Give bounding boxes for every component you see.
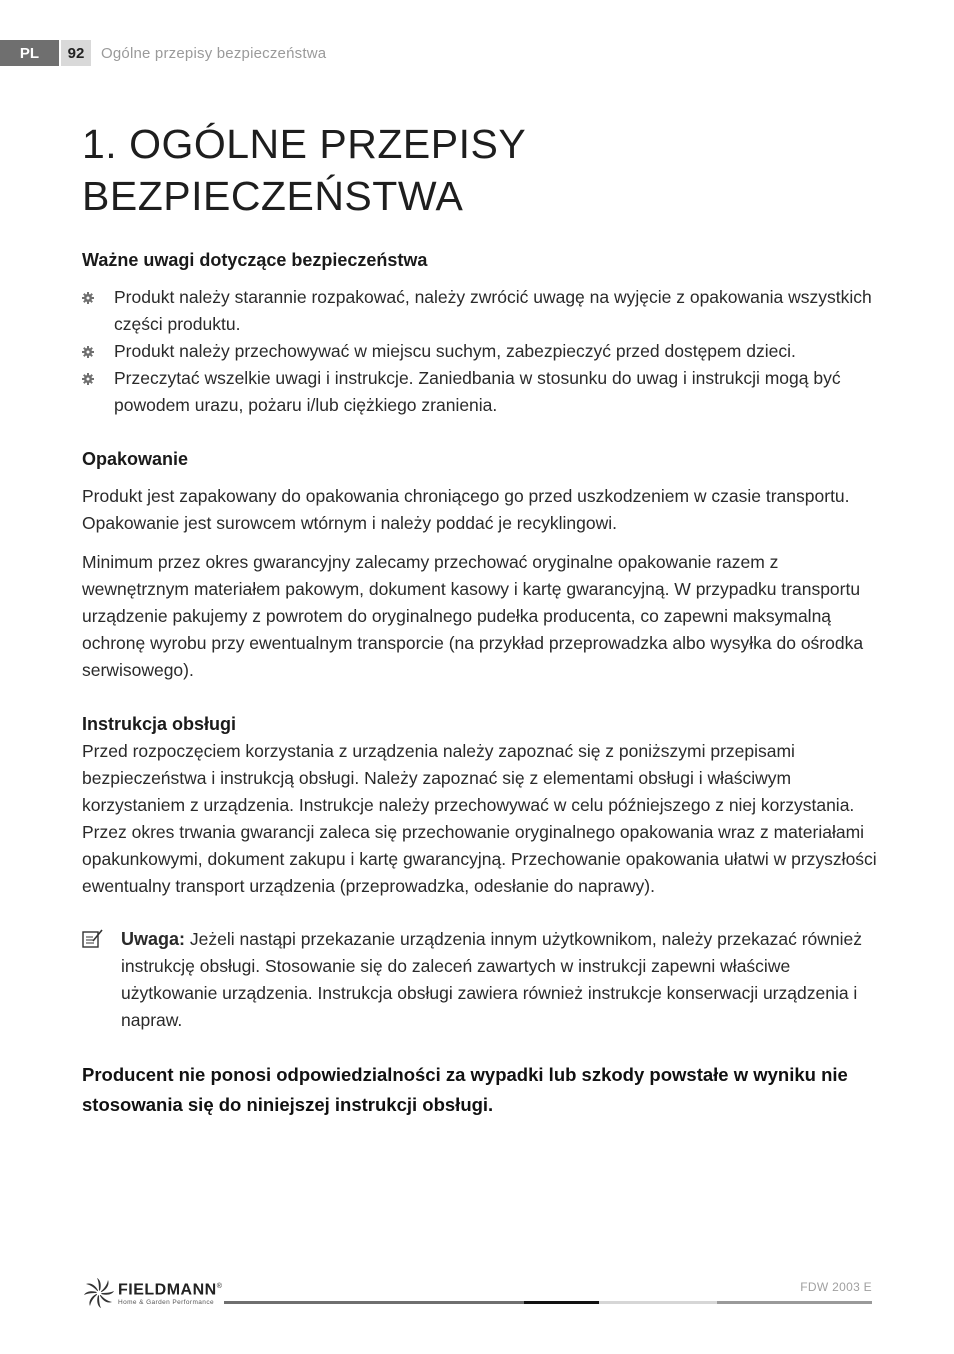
packaging-paragraph-2: Minimum przez okres gwarancyjny zalecamy przechować oryginalne opakowanie razem z wewnętrznym materiałem pakowym, dokument kasowy i kartę gwarancyjną. W przypadku transportu urządzenie pakujemy z powrotem do oryginalnego pudełka producenta, co zapewni maksymalną ochronę wyrobu przy ewentualnym transporcie (na przykład przeprowadzka albo wysyłka do ośrodka serwisowego). [82,552,864,680]
brand-name: FIELDMANN [118,1281,217,1299]
footer-line-segment [224,1301,524,1304]
packaging-paragraph-1: Produkt jest zapakowany do opakowania chroniącego go przed uszkodzeniem w czasie transportu. Opakowanie jest surowcem wtórnym i należy poddać je recyklingowi. [82,486,850,533]
running-header-title: Ogólne przepisy bezpieczeństwa [101,44,327,62]
gear-bullet-icon [82,292,94,304]
brand-tagline: Home & Garden Performance [118,1299,214,1307]
packaging-heading: Opakowanie [82,449,189,469]
list-item: Przeczytać wszelkie uwagi i instrukcje. Zaniedbania w stosunku do uwag i instrukcji mogą być powodem urazu, pożaru i/lub ciężkiego zranienia. [82,365,882,419]
footer-line-segment [599,1301,717,1304]
gear-bullet-icon [82,373,94,385]
list-item: Produkt należy przechowywać w miejscu suchym, zabezpieczyć przed dostępem dzieci. [82,338,882,365]
list-item: Produkt należy starannie rozpakować, należy zwrócić uwagę na wyjęcie z opakowania wszystkich części produktu. [82,284,882,338]
footer-line-segment [524,1301,599,1304]
disclaimer: Producent nie ponosi odpowiedzialności za wypadki lub szkody powstałe w wyniku nie stosowania się do niniejszej instrukcji obsługi. [82,1064,848,1115]
note-text: Jeżeli nastąpi przekazanie urządzenia innym użytkownikom, należy przekazać również instrukcję obsługi. Stosowanie się do zaleceń zawartych w instrukcji zapewni właściwe użytkowanie urządzenia. Instrukcja obsługi zawiera również instrukcje konserwacji urządzenia i napraw. [121,929,863,1030]
page-content [82,118,882,1120]
page-title: 1. OGÓLNE PRZEPISY BEZPIECZEŃSTWA [82,121,526,219]
note-icon [82,929,104,949]
page-header [0,40,326,66]
language-tab: PL [0,40,59,66]
brand-logo [82,1276,222,1310]
note-label: Uwaga: [121,929,186,949]
gear-bullet-icon [82,346,94,358]
page-number: 92 [61,40,91,66]
note-block [82,926,882,1034]
manual-heading: Instrukcja obsługi [82,714,237,734]
fan-logo-icon [82,1276,116,1310]
footer-line-segment [717,1301,872,1304]
manual-paragraph: Przed rozpoczęciem korzystania z urządzenia należy zapoznać się z poniższymi przepisami bezpieczeństwa i instrukcją obsługi. Należy zapoznać się z elementami obsługi i właściwym korzystaniem z urządzenia. Instrukcje należy przechowywać w celu późniejszego z niej korzystania. Przez okres trwania gwarancji zaleca się przechowanie oryginalnego opakowania wraz z materiałami opakunkowymi, dokument zakupu i kartę gwarancyjną. Przechowanie opakowania ułatwi w przyszłości ewentualny transport urządzenia (przeprowadzka, odesłanie do naprawy). [82,741,877,896]
model-code: FDW 2003 E [800,1280,872,1294]
trademark-mark: ® [216,1282,223,1290]
safety-list [82,284,882,419]
safety-heading: Ważne uwagi dotyczące bezpieczeństwa [82,250,428,270]
